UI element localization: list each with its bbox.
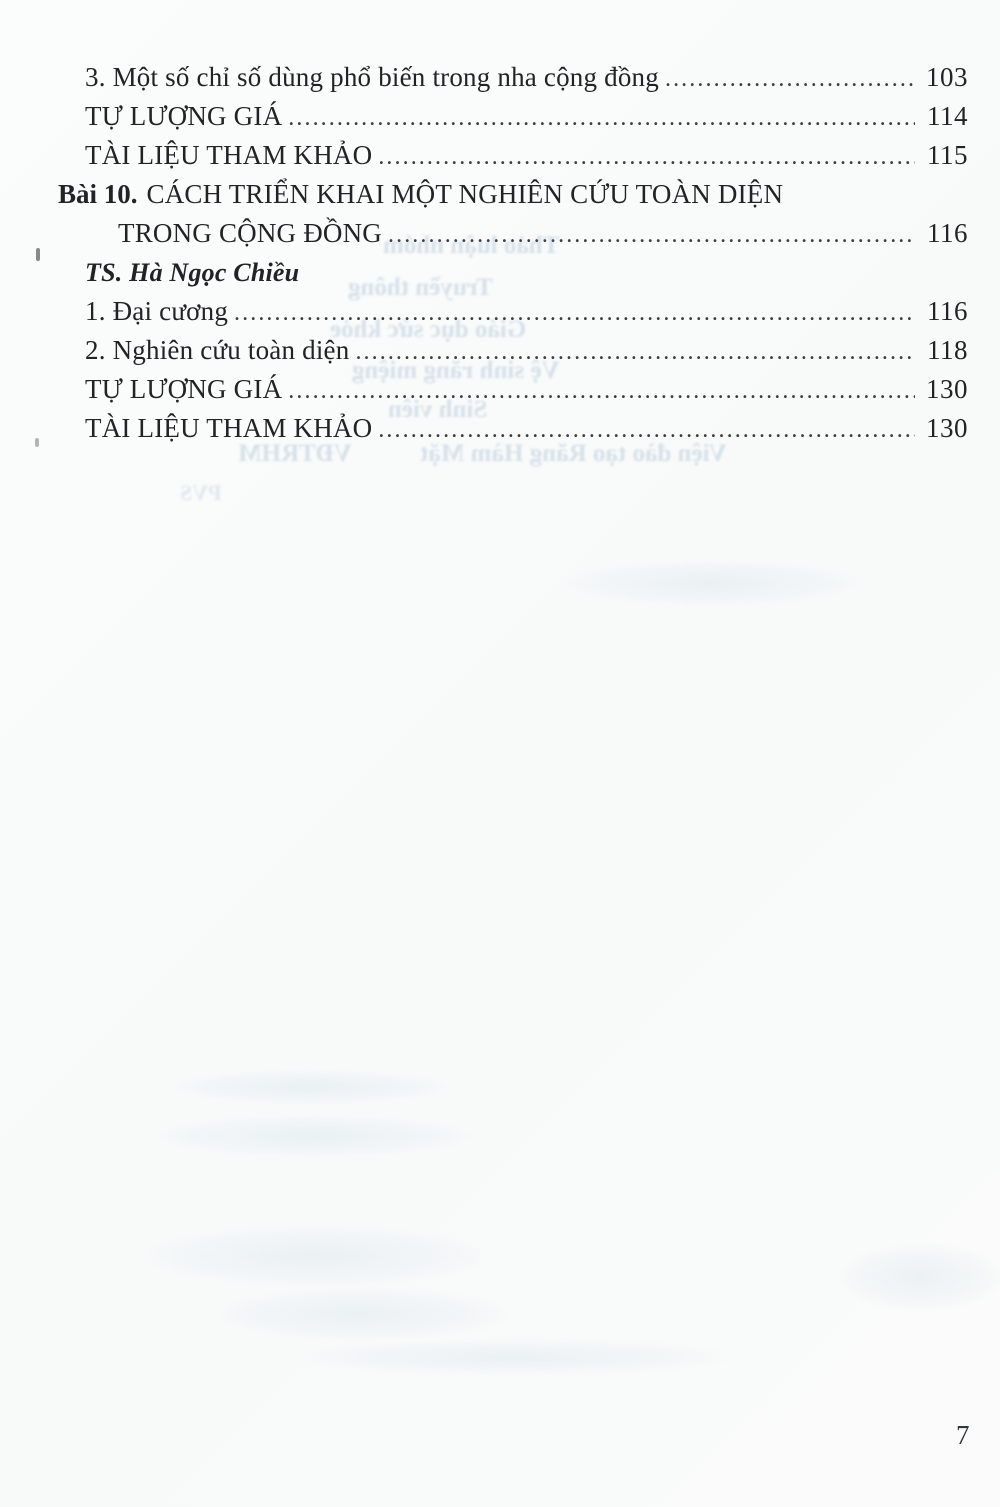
toc-page-number: 130	[926, 374, 968, 404]
bleed-smudge	[215, 1288, 505, 1340]
toc-page-number: 115	[927, 140, 968, 170]
toc-page-number: 116	[927, 296, 968, 326]
toc-entry-label: TỰ LƯỢNG GIÁ	[85, 374, 283, 404]
dot-leader	[378, 409, 915, 450]
toc-author-line	[0, 253, 1000, 292]
toc-entry-label: TÀI LIỆU THAM KHẢO	[85, 140, 373, 170]
dot-leader	[288, 370, 915, 411]
toc-entry-label: 2. Nghiên cứu toàn diện	[85, 335, 350, 365]
toc-entry	[0, 292, 1000, 331]
toc-page-number: 130	[926, 413, 968, 443]
toc-entry	[0, 331, 1000, 370]
chapter-title: CÁCH TRIỂN KHAI MỘT NGHIÊN CỨU TOÀN DIỆN	[146, 179, 784, 209]
toc-entry-label: 3. Một số chỉ số dùng phổ biến trong nha cộng đồng	[85, 62, 659, 92]
ink-speck	[36, 248, 40, 261]
bleed-through-text: Thảo luận nhóm	[383, 232, 560, 259]
bleed-smudge	[145, 1225, 485, 1287]
bleed-through-text: Truyền thông	[348, 274, 493, 301]
bleed-smudge	[560, 560, 860, 606]
chapter-title-continued: TRONG CỘNG ĐỒNG	[118, 218, 382, 248]
bleed-smudge	[840, 1245, 1000, 1309]
toc-page-number: 103	[926, 62, 968, 92]
toc-page-number: 114	[927, 101, 968, 131]
toc-entry	[0, 97, 1000, 136]
toc-entry	[0, 136, 1000, 175]
toc-entry	[0, 370, 1000, 409]
dot-leader	[234, 292, 915, 333]
dot-leader	[388, 214, 915, 255]
toc-page-number: 116	[927, 218, 968, 248]
dot-leader	[355, 331, 915, 372]
bleed-smudge	[300, 1340, 730, 1374]
toc-entry-label: TỰ LƯỢNG GIÁ	[85, 101, 283, 131]
dot-leader	[288, 97, 915, 138]
page-number: 7	[956, 1420, 970, 1450]
bleed-through-text: Sinh viên	[388, 396, 488, 423]
bleed-through-text: Giáo dục sức khỏe	[330, 316, 527, 343]
toc-chapter-heading-wrap	[0, 214, 1000, 253]
bleed-smudge	[170, 1070, 450, 1104]
chapter-number: Bài 10.	[58, 179, 138, 209]
toc-entry	[0, 409, 1000, 448]
ink-speck	[35, 438, 39, 447]
bleed-through-text: Viện đào tạo Răng Hàm Mặt	[420, 440, 727, 467]
bleed-through-text: VĐTRHM	[238, 440, 352, 467]
toc-entry-label: TÀI LIỆU THAM KHẢO	[85, 413, 373, 443]
dot-leader	[665, 58, 915, 99]
toc-chapter-heading	[0, 175, 1000, 214]
bleed-through-text: PVS	[180, 480, 222, 505]
author-name: TS. Hà Ngọc Chiều	[85, 258, 300, 287]
toc-entry	[0, 58, 1000, 97]
bleed-smudge	[155, 1115, 475, 1157]
table-of-contents	[0, 58, 1000, 448]
dot-leader	[378, 136, 915, 177]
toc-page-number: 118	[927, 335, 968, 365]
bleed-through-text: Vệ sinh răng miệng	[352, 357, 560, 384]
toc-entry-label: 1. Đại cương	[85, 296, 229, 326]
